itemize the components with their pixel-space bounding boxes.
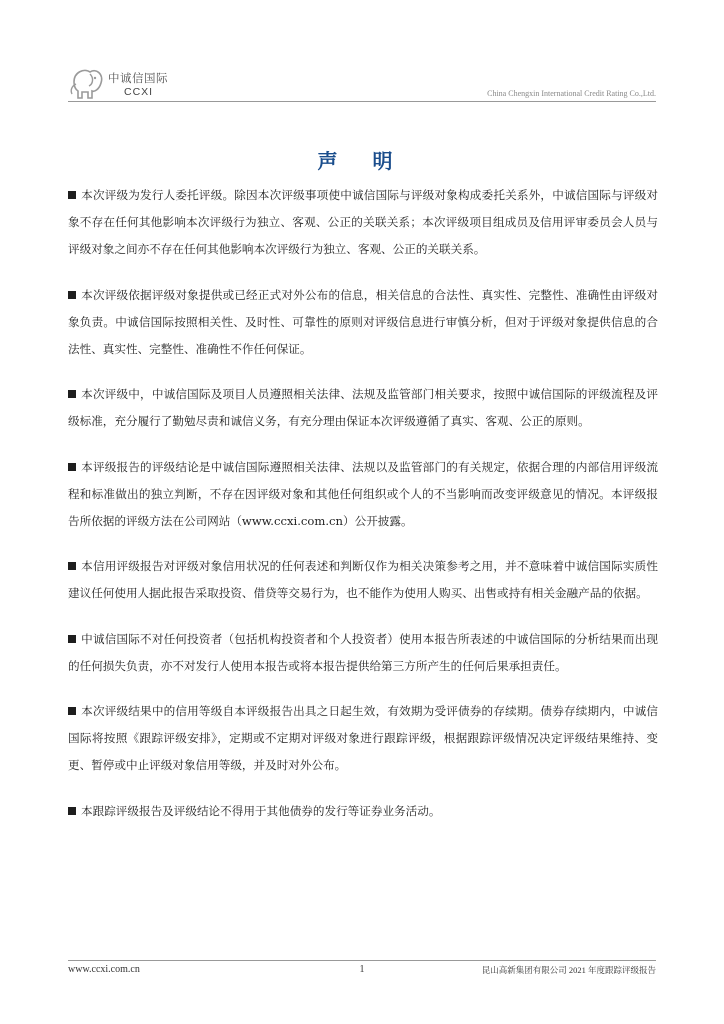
statement-paragraph <box>68 798 658 825</box>
paragraph-text: 本跟踪评级报告及评级结论不得用于其他债券的发行等证券业务活动。 <box>81 803 441 818</box>
ccxi-logo <box>68 64 188 104</box>
statement-paragraph <box>68 182 658 264</box>
statement-paragraphs <box>68 182 658 843</box>
page-header <box>68 64 656 104</box>
square-bullet-icon <box>68 463 76 471</box>
logo-chinese-name: 中诚信国际 <box>108 71 168 85</box>
paragraph-text: 本评级报告的评级结论是中诚信国际遵照相关法律、法规以及监管部门的有关规定，依据合理的内部信用评级流程和标准做出的独立判断，不存在因评级对象和其他任何组织或个人的不当影响而改变评级意见的情况。本评级报告所依据的评级方法在公司网站（www.ccxi.com.cn）公开披露。 <box>68 459 658 529</box>
square-bullet-icon <box>68 390 76 398</box>
elephant-logo-icon <box>68 66 106 102</box>
statement-paragraph <box>68 381 658 435</box>
square-bullet-icon <box>68 562 76 570</box>
header-divider <box>68 101 656 102</box>
square-bullet-icon <box>68 191 76 199</box>
page-footer <box>68 964 656 978</box>
paragraph-text: 本次评级中，中诚信国际及项目人员遵照相关法律、法规及监管部门相关要求，按照中诚信国际的评级流程及评级标准，充分履行了勤勉尽责和诚信义务，有充分理由保证本次评级遵循了真实、客观、公正的原则。 <box>68 387 658 429</box>
statement-paragraph <box>68 698 658 780</box>
paragraph-text: 本次评级结果中的信用等级自本评级报告出具之日起生效，有效期为受评债券的存续期。债券存续期内，中诚信国际将按照《跟踪评级安排》，定期或不定期对评级对象进行跟踪评级，根据跟踪评级情况决定评级结果维持、变更、暂停或中止评级对象信用等级，并及时对外公布。 <box>68 704 658 773</box>
page-title: 声 明 <box>317 149 407 173</box>
footer-website: www.ccxi.com.cn <box>68 964 140 975</box>
statement-paragraph <box>68 553 658 607</box>
square-bullet-icon <box>68 807 76 815</box>
statement-paragraph <box>68 282 658 364</box>
company-english-name: China Chengxin International Credit Rating Co.,Ltd. <box>487 89 656 98</box>
page-number: 1 <box>359 964 365 975</box>
square-bullet-icon <box>68 707 76 715</box>
paragraph-text: 本信用评级报告对评级对象信用状况的任何表述和判断仅作为相关决策参考之用，并不意味着中诚信国际实质性建议任何使用人据此报告采取投资、借贷等交易行为，也不能作为使用人购买、出售或持有相关金融产品的依据。 <box>68 559 658 601</box>
statement-paragraph <box>68 454 658 536</box>
square-bullet-icon <box>68 635 76 643</box>
statement-paragraph <box>68 626 658 680</box>
paragraph-text: 中诚信国际不对任何投资者（包括机构投资者和个人投资者）使用本报告所表述的中诚信国际的分析结果而出现的任何损失负责，亦不对发行人使用本报告或将本报告提供给第三方所产生的任何后果承担责任。 <box>68 631 658 673</box>
footer-divider <box>68 960 656 961</box>
paragraph-text: 本次评级为发行人委托评级。除因本次评级事项使中诚信国际与评级对象构成委托关系外，中诚信国际与评级对象不存在任何其他影响本次评级行为独立、客观、公正的关联关系；本次评级项目组成员及信用评审委员会人员与评级对象之间亦不存在任何其他影响本次评级行为独立、客观、公正的关联关系。 <box>68 188 658 257</box>
paragraph-text: 本次评级依据评级对象提供或已经正式对外公布的信息，相关信息的合法性、真实性、完整性、准确性由评级对象负责。中诚信国际按照相关性、及时性、可靠性的原则对评级信息进行审慎分析，但对于评级对象提供信息的合法性、真实性、完整性、准确性不作任何保证。 <box>68 287 658 357</box>
square-bullet-icon <box>68 291 76 299</box>
report-name: 昆山高新集团有限公司 2021 年度跟踪评级报告 <box>481 965 656 975</box>
logo-english-name: CCXI <box>124 86 154 98</box>
